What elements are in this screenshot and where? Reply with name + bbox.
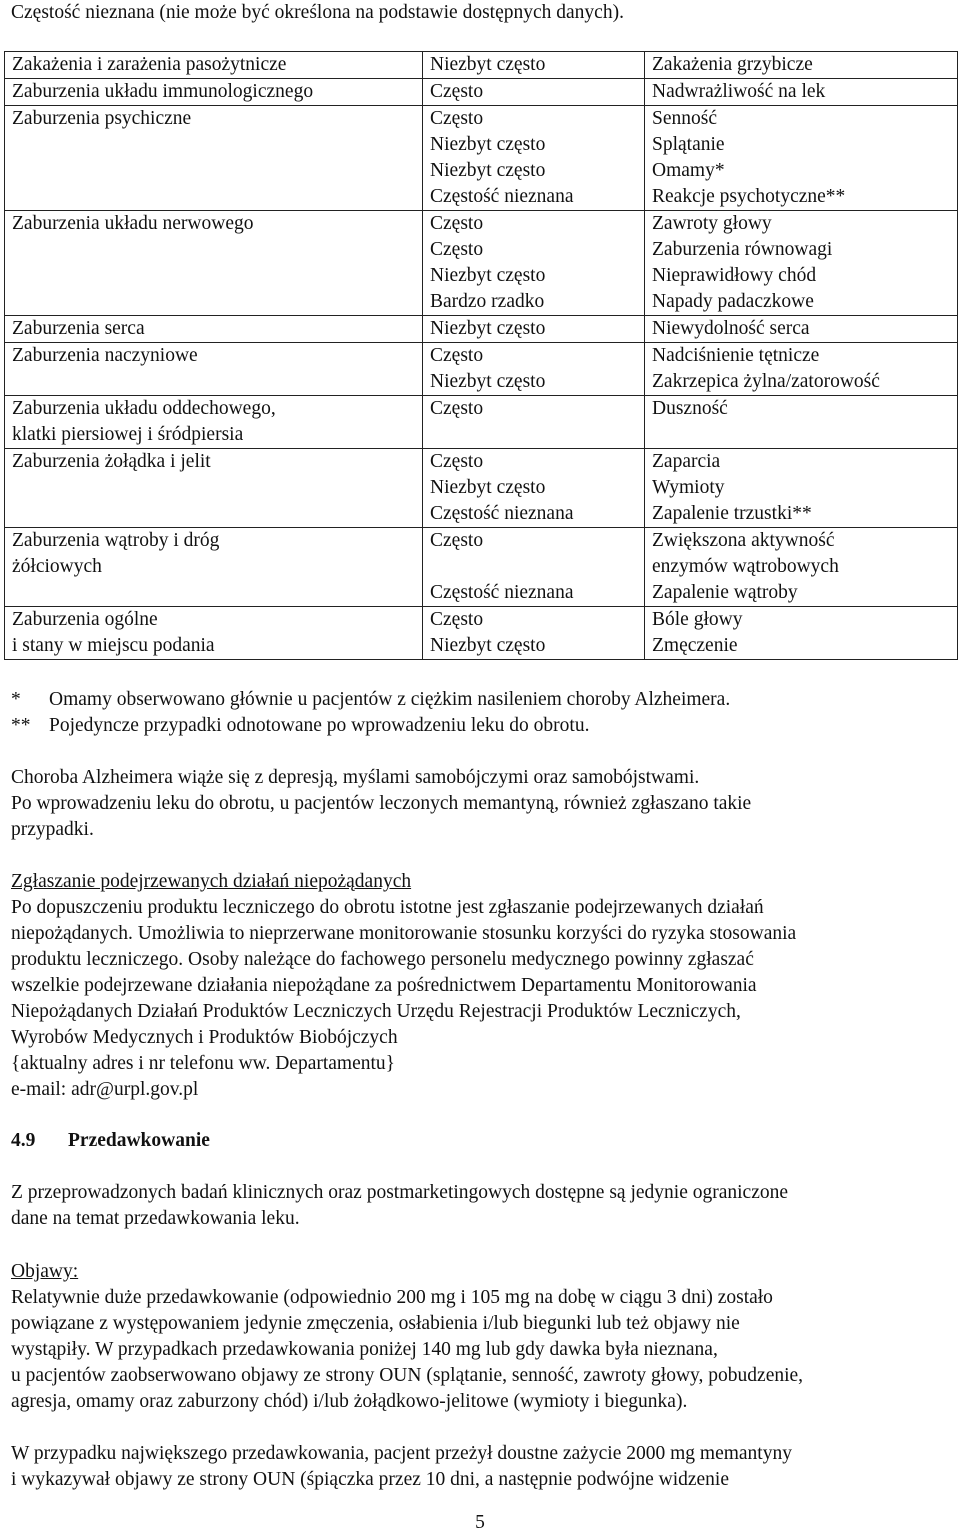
- frequency-cell: [423, 449, 645, 528]
- adverse-effect-cell: [645, 316, 958, 343]
- table-row: [5, 528, 958, 607]
- cell-line: Omamy*: [652, 160, 725, 181]
- cell-line: Zaburzenia wątroby i dróg: [12, 530, 220, 551]
- cell-line: Nadwrażliwość na lek: [652, 81, 826, 102]
- adverse-effect-cell: [645, 396, 958, 449]
- alzheimer-paragraph: [11, 765, 941, 843]
- frequency-cell: [423, 79, 645, 106]
- cell-line: Często: [430, 108, 484, 129]
- organ-class-cell: [5, 316, 423, 343]
- cell-line: Zapalenie trzustki**: [652, 503, 812, 524]
- cell-line: Niewydolność serca: [652, 318, 810, 339]
- cell-line: Często: [430, 609, 484, 630]
- organ-class-cell: [5, 449, 423, 528]
- table-row: [5, 343, 958, 396]
- footnote-text: Omamy obserwowano głównie u pacjentów z ciężkim nasileniem choroby Alzheimera.: [49, 689, 731, 710]
- cell-line: Niezbyt często: [430, 371, 546, 392]
- cell-line: Niezbyt często: [430, 265, 546, 286]
- cell-line: Zaburzenia ogólne: [12, 609, 158, 630]
- text-line: niepożądanych. Umożliwia to nieprzerwane monitorowanie stosunku korzyści do ryzyka stosowania: [11, 923, 797, 944]
- frequency-cell: [423, 528, 645, 607]
- cell-line: Zakrzepica żylna/zatorowość: [652, 371, 880, 392]
- cell-line: [430, 554, 644, 580]
- adverse-effect-cell: [645, 343, 958, 396]
- organ-class-cell: [5, 52, 423, 79]
- footnote-row: [11, 687, 941, 713]
- text-line: W przypadku największego przedawkowania, pacjent przeżył doustne zażycie 2000 mg memantyny: [11, 1443, 792, 1464]
- cell-line: Bóle głowy: [652, 609, 743, 630]
- organ-class-cell: [5, 528, 423, 607]
- cell-line: Zaburzenia psychiczne: [12, 108, 192, 129]
- cell-line: Zakażenia grzybicze: [652, 54, 813, 75]
- text-line: Choroba Alzheimera wiąże się z depresją, myślami samobójczymi oraz samobójstwami.: [11, 767, 700, 788]
- cell-line: Zaparcia: [652, 451, 721, 472]
- frequency-cell: [423, 316, 645, 343]
- footnotes: [11, 687, 941, 739]
- footnote-row: [11, 713, 941, 739]
- symptoms-section: [11, 1259, 941, 1415]
- text-line: agresja, omamy oraz zaburzony chód) i/lub żołądkowo-jelitowe (wymioty i biegunka).: [11, 1391, 688, 1412]
- text-line: produktu leczniczego. Osoby należące do fachowego personelu medycznego powinny zgłaszać: [11, 949, 754, 970]
- cell-line: Zawroty głowy: [652, 213, 772, 234]
- symptoms-heading: Objawy:: [11, 1261, 79, 1282]
- cell-line: Częstość nieznana: [430, 186, 574, 207]
- cell-line: enzymów wątrobowych: [652, 556, 839, 577]
- cell-line: Niezbyt często: [430, 134, 546, 155]
- cell-line: Zapalenie wątroby: [652, 582, 798, 603]
- cell-line: Zaburzenia żołądka i jelit: [12, 451, 211, 472]
- table-row: [5, 79, 958, 106]
- cell-line: Zaburzenia równowagi: [652, 239, 833, 260]
- text-line: u pacjentów zaobserwowano objawy ze strony OUN (splątanie, senność, zawroty głowy, pobudzenie,: [11, 1365, 804, 1386]
- cell-line: Często: [430, 530, 484, 551]
- footnote-mark: *: [11, 689, 21, 710]
- text-line: wszelkie podejrzewane działania niepożądane za pośrednictwem Departamentu Monitorowania: [11, 975, 757, 996]
- frequency-cell: [423, 52, 645, 79]
- adverse-effects-table: [4, 51, 958, 660]
- max-overdose-paragraph: [11, 1441, 941, 1493]
- cell-line: Zwiększona aktywność: [652, 530, 835, 551]
- organ-class-cell: [5, 607, 423, 660]
- cell-line: Niezbyt często: [430, 477, 546, 498]
- cell-line: Często: [430, 345, 484, 366]
- table-row: [5, 607, 958, 660]
- cell-line: Często: [430, 213, 484, 234]
- footnote-text: Pojedyncze przypadki odnotowane po wprowadzeniu leku do obrotu.: [49, 715, 590, 736]
- overdose-intro-paragraph: [11, 1180, 941, 1232]
- cell-line: Niezbyt często: [430, 318, 546, 339]
- table-row: [5, 106, 958, 211]
- adverse-effect-cell: [645, 449, 958, 528]
- footnote-mark: **: [11, 715, 31, 736]
- cell-line: Często: [430, 451, 484, 472]
- cell-line: Często: [430, 398, 484, 419]
- cell-line: Senność: [652, 108, 717, 129]
- text-line: przypadki.: [11, 819, 94, 840]
- cell-line: Nadciśnienie tętnicze: [652, 345, 820, 366]
- cell-line: Wymioty: [652, 477, 725, 498]
- cell-line: i stany w miejscu podania: [12, 635, 215, 656]
- frequency-cell: [423, 607, 645, 660]
- organ-class-cell: [5, 396, 423, 449]
- frequency-cell: [423, 343, 645, 396]
- frequency-cell: [423, 211, 645, 316]
- cell-line: Reakcje psychotyczne**: [652, 186, 846, 207]
- email-line: e-mail: adr@urpl.gov.pl: [11, 1079, 199, 1100]
- cell-line: Zaburzenia układu immunologicznego: [12, 81, 314, 102]
- text-line: Z przeprowadzonych badań klinicznych oraz postmarketingowych dostępne są jedynie ograniczone: [11, 1182, 789, 1203]
- page-number: 5: [475, 1512, 485, 1533]
- text-line: Niepożądanych Działań Produktów Leczniczych Urzędu Rejestracji Produktów Leczniczych,: [11, 1001, 741, 1022]
- text-line: dane na temat przedawkowania leku.: [11, 1208, 300, 1229]
- cell-line: Zaburzenia naczyniowe: [12, 345, 198, 366]
- organ-class-cell: [5, 343, 423, 396]
- organ-class-cell: [5, 106, 423, 211]
- text-line: i wykazywał objawy ze strony OUN (śpiączka przez 10 dni, a następnie podwójne widzenie: [11, 1469, 730, 1490]
- adverse-effect-cell: [645, 211, 958, 316]
- section-title: Przedawkowanie: [68, 1130, 210, 1151]
- frequency-cell: [423, 106, 645, 211]
- adverse-effect-cell: [645, 607, 958, 660]
- cell-line: Niezbyt często: [430, 160, 546, 181]
- adverse-effects-table-body: [5, 52, 958, 660]
- table-row: [5, 52, 958, 79]
- text-line: wystąpiły. W przypadkach przedawkowania poniżej 140 mg lub gdy dawka była nieznana,: [11, 1339, 718, 1360]
- adverse-effect-cell: [645, 106, 958, 211]
- cell-line: Niezbyt często: [430, 54, 546, 75]
- table-row: [5, 211, 958, 316]
- cell-line: Zmęczenie: [652, 635, 738, 656]
- frequency-cell: [423, 396, 645, 449]
- table-row: [5, 449, 958, 528]
- cell-line: Nieprawidłowy chód: [652, 265, 817, 286]
- text-line: powiązane z występowaniem jedynie zmęczenia, osłabienia i/lub biegunki lub też objawy nie: [11, 1313, 740, 1334]
- section-heading: [11, 1128, 941, 1154]
- adverse-effect-cell: [645, 528, 958, 607]
- cell-line: Duszność: [652, 398, 728, 419]
- cell-line: Częstość nieznana: [430, 582, 574, 603]
- cell-line: Splątanie: [652, 134, 725, 155]
- cell-line: Napady padaczkowe: [652, 291, 814, 312]
- cell-line: Zaburzenia serca: [12, 318, 145, 339]
- text-line: Po wprowadzeniu leku do obrotu, u pacjentów leczonych memantyną, również zgłaszano takie: [11, 793, 752, 814]
- cell-line: żółciowych: [12, 556, 102, 577]
- table-row: [5, 396, 958, 449]
- text-line: {aktualny adres i nr telefonu ww. Departamentu}: [11, 1053, 396, 1074]
- cell-line: Zakażenia i zarażenia pasożytnicze: [12, 54, 287, 75]
- text-line: Wyrobów Medycznych i Produktów Biobójczych: [11, 1027, 398, 1048]
- section-number: 4.9: [11, 1130, 36, 1151]
- organ-class-cell: [5, 79, 423, 106]
- cell-line: Bardzo rzadko: [430, 291, 545, 312]
- adverse-effect-cell: [645, 79, 958, 106]
- text-line: Relatywnie duże przedawkowanie (odpowiednio 200 mg i 105 mg na dobę w ciągu 3 dni) zostało: [11, 1287, 773, 1308]
- table-row: [5, 316, 958, 343]
- cell-line: Często: [430, 81, 484, 102]
- cell-line: klatki piersiowej i śródpiersia: [12, 424, 244, 445]
- cell-line: Niezbyt często: [430, 635, 546, 656]
- adverse-effect-cell: [645, 52, 958, 79]
- reporting-section: [11, 869, 941, 1103]
- cell-line: Zaburzenia układu nerwowego: [12, 213, 254, 234]
- text-line: Po dopuszczeniu produktu leczniczego do obrotu istotne jest zgłaszanie podejrzewanych działań: [11, 897, 764, 918]
- cell-line: Zaburzenia układu oddechowego,: [12, 398, 276, 419]
- reporting-heading: Zgłaszanie podejrzewanych działań niepożądanych: [11, 871, 412, 892]
- organ-class-cell: [5, 211, 423, 316]
- intro-text: Częstość nieznana (nie może być określona na podstawie dostępnych danych).: [11, 2, 624, 23]
- cell-line: Często: [430, 239, 484, 260]
- cell-line: Częstość nieznana: [430, 503, 574, 524]
